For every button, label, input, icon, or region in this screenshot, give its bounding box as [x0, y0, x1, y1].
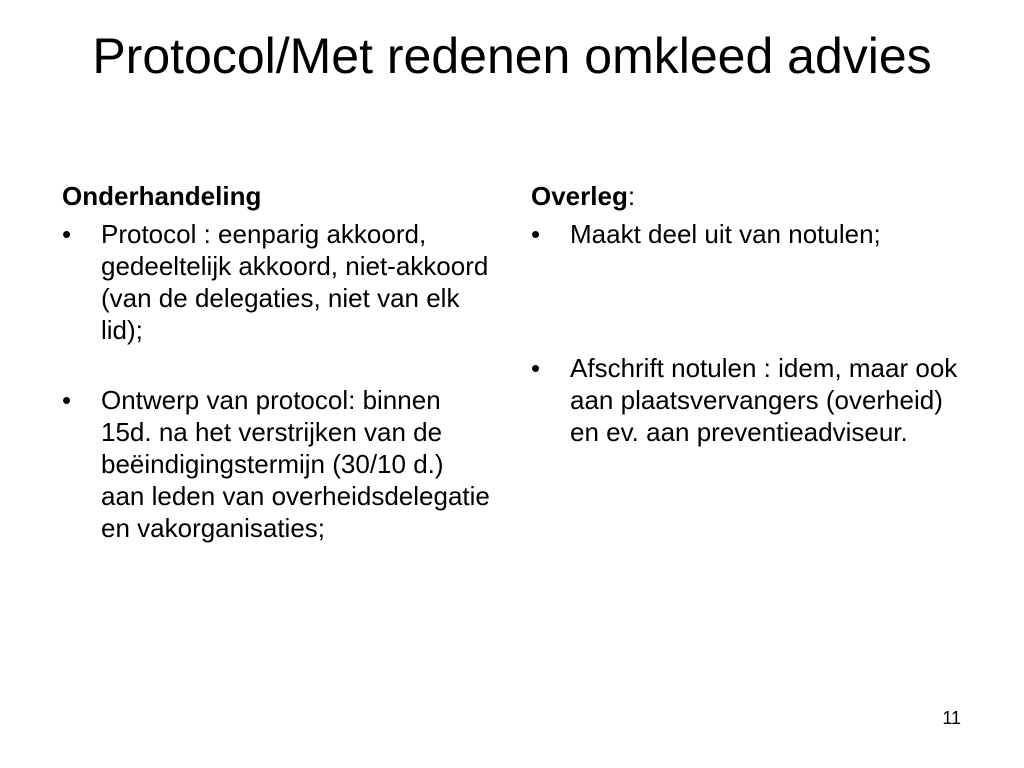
list-item	[62, 384, 492, 544]
list-item-text: Protocol : eenparig akkoord, gedeeltelijk akkoord, niet-akkoord (van de delegaties, niet van elk lid);	[101, 219, 489, 345]
right-heading-text: Overleg	[531, 181, 628, 211]
bullet-icon: •	[531, 353, 541, 383]
right-bullet-list	[531, 218, 961, 448]
left-heading-text: Onderhandeling	[62, 181, 262, 211]
bullet-icon: •	[531, 219, 541, 249]
list-item-text: Ontwerp van protocol: binnen 15d. na het verstrijken van de beëindigingstermijn (30/10 d.) aan leden van overheidsdelegatie en vakorganisaties;	[101, 385, 490, 543]
list-item	[62, 218, 492, 346]
left-bullet-list	[62, 218, 492, 544]
list-item-text: Afschrift notulen : idem, maar ook aan plaatsvervangers (overheid) en ev. aan preventieadviseur.	[570, 353, 958, 447]
left-column	[62, 180, 492, 544]
left-column-heading	[62, 180, 492, 212]
slide-title: Protocol/Met redenen omkleed advies	[92, 28, 932, 84]
right-column	[531, 180, 961, 448]
list-item	[531, 352, 961, 448]
list-item	[531, 218, 961, 250]
page-number: 11	[942, 708, 961, 728]
list-item-text: Maakt deel uit van notulen;	[570, 219, 881, 249]
right-heading-suffix: :	[627, 181, 636, 211]
bullet-icon: •	[62, 219, 72, 249]
right-column-heading	[531, 180, 961, 212]
bullet-icon: •	[62, 385, 72, 415]
